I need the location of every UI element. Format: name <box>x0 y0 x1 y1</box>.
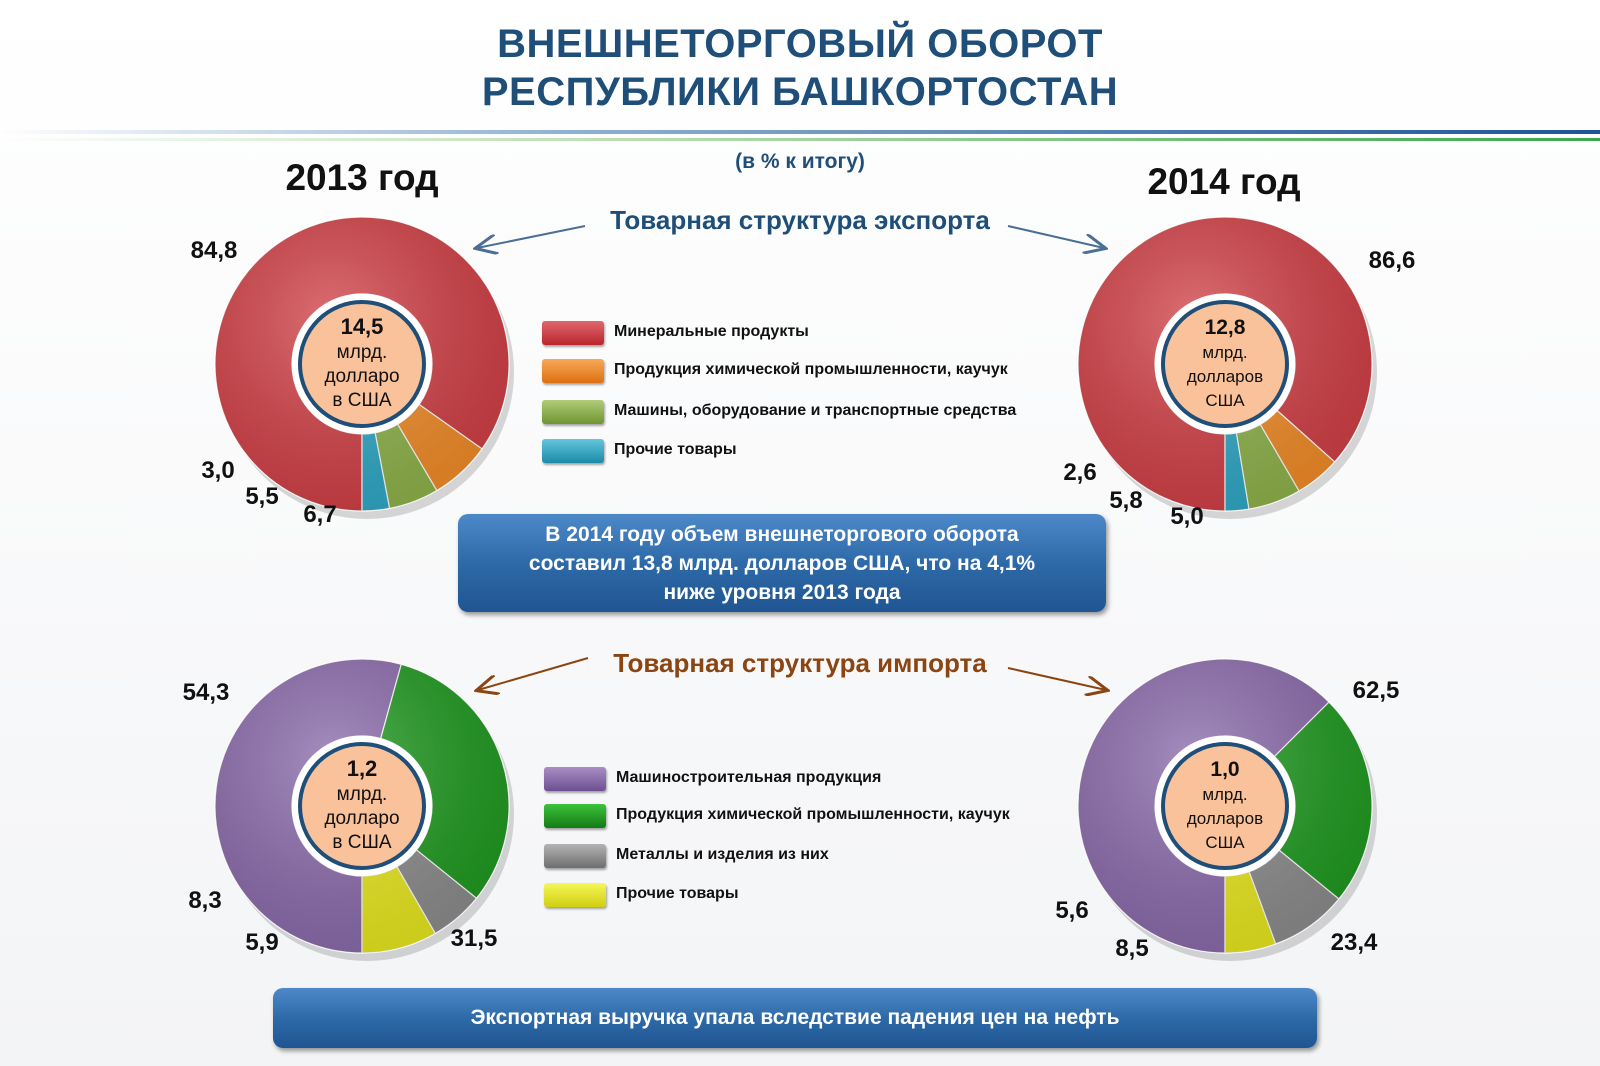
donut-value-label-1: 86,6 <box>1368 247 1416 274</box>
year-right: 2014 год <box>1147 161 1301 202</box>
donut-value-label-4: 3,0 <box>201 457 235 484</box>
legend-label: Металлы и изделия из них <box>616 846 829 863</box>
donut-value-label-2: 31,5 <box>450 925 498 952</box>
legend-swatch-chemical <box>542 359 604 383</box>
conclusion-banner: Экспортная выручка упала вследствие падения цен на нефть <box>273 988 1317 1048</box>
donut-value-label-1: 54,3 <box>182 679 230 706</box>
donut-center-text-line-4: США <box>1205 391 1245 410</box>
donut-center-text-line-2: млрд. <box>336 784 388 805</box>
donut-center-text-line-4: в США <box>332 390 392 411</box>
import-arrow-left <box>478 658 588 690</box>
donut-value-label-4: 8,3 <box>188 887 222 914</box>
donut-value-label-3: 8,5 <box>1115 935 1149 962</box>
summary-line-3: ниже уровня 2013 года <box>663 581 901 604</box>
donut-value-label-3: 5,5 <box>245 483 279 510</box>
legend-swatch-mineral <box>542 321 604 345</box>
donut-center-text-line-4: в США <box>332 832 392 853</box>
legend-swatch-other <box>542 439 604 463</box>
donut-chart-import-2013 <box>183 659 514 961</box>
donut-center-text-line-1: 1,0 <box>1210 758 1240 781</box>
legend-label: Машиностроительная продукция <box>616 769 882 786</box>
donut-center-text-line-2: млрд. <box>1202 785 1248 804</box>
donut-chart-import-2014 <box>1055 659 1399 962</box>
donut-value-label-2: 6,7 <box>303 501 337 528</box>
legend-swatch-machinery <box>542 400 604 424</box>
page-title-line-2: РЕСПУБЛИКИ БАШКОРТОСТАН <box>481 70 1119 114</box>
donut-center-text-line-1: 12,8 <box>1204 316 1246 339</box>
donut-value-label-2: 5,0 <box>1170 503 1204 530</box>
legend-label: Продукция химической промышленности, каучук <box>614 361 1008 378</box>
legend-label: Продукция химической промышленности, каучук <box>616 806 1010 823</box>
donut-center-text-line-2: млрд. <box>336 342 388 363</box>
summary-line-1: В 2014 году объем внешнеторгового оборота <box>545 523 1019 546</box>
donut-value-label-1: 84,8 <box>190 237 238 264</box>
legend-label: Прочие товары <box>616 885 739 902</box>
summary-line-2: составил 13,8 млрд. долларов США, что на 4,1% <box>528 552 1036 575</box>
donut-center-text-line-3: долларов <box>1186 809 1264 828</box>
subtitle: (в % к итогу) <box>735 150 865 173</box>
legend-swatch-metals <box>544 844 606 868</box>
donut-value-label-2: 23,4 <box>1330 929 1378 956</box>
import-legend <box>544 764 1084 914</box>
legend-label: Прочие товары <box>614 441 737 458</box>
export-arrow-right <box>1008 226 1104 248</box>
donut-center-text-line-3: долларо <box>324 366 400 387</box>
legend-label: Минеральные продукты <box>614 323 809 340</box>
donut-center-text-line-3: долларов <box>1186 367 1264 386</box>
page-title-line-1: ВНЕШНЕТОРГОВЫЙ ОБОРОТ <box>497 22 1103 66</box>
export-arrow-left <box>477 226 585 248</box>
summary-banner <box>458 514 1106 612</box>
donut-chart-export-2014 <box>1063 217 1415 530</box>
donut-value-label-3: 5,8 <box>1109 487 1143 514</box>
donut-center-text-line-2: млрд. <box>1202 343 1248 362</box>
import-arrow-right <box>1008 668 1106 690</box>
export-legend <box>542 318 1082 468</box>
donut-value-label-3: 5,9 <box>245 929 279 956</box>
export-section-title: Товарная структура экспорта <box>610 205 990 235</box>
donut-center-text-line-1: 1,2 <box>346 756 378 781</box>
import-section-title: Товарная структура импорта <box>613 648 987 678</box>
legend-swatch-other <box>544 883 606 907</box>
donut-center-text-line-4: США <box>1205 833 1245 852</box>
donut-center-text-line-3: долларо <box>324 808 400 829</box>
year-left: 2013 год <box>285 157 439 198</box>
legend-label: Машины, оборудование и транспортные средства <box>614 402 1017 419</box>
donut-center-text-line-1: 14,5 <box>340 314 384 339</box>
donut-value-label-4: 5,6 <box>1055 897 1089 924</box>
donut-chart-export-2013 <box>191 217 514 528</box>
legend-swatch-engineering <box>544 767 606 791</box>
legend-swatch-chemical <box>544 804 606 828</box>
donut-value-label-1: 62,5 <box>1352 677 1400 704</box>
donut-value-label-4: 2,6 <box>1063 459 1097 486</box>
